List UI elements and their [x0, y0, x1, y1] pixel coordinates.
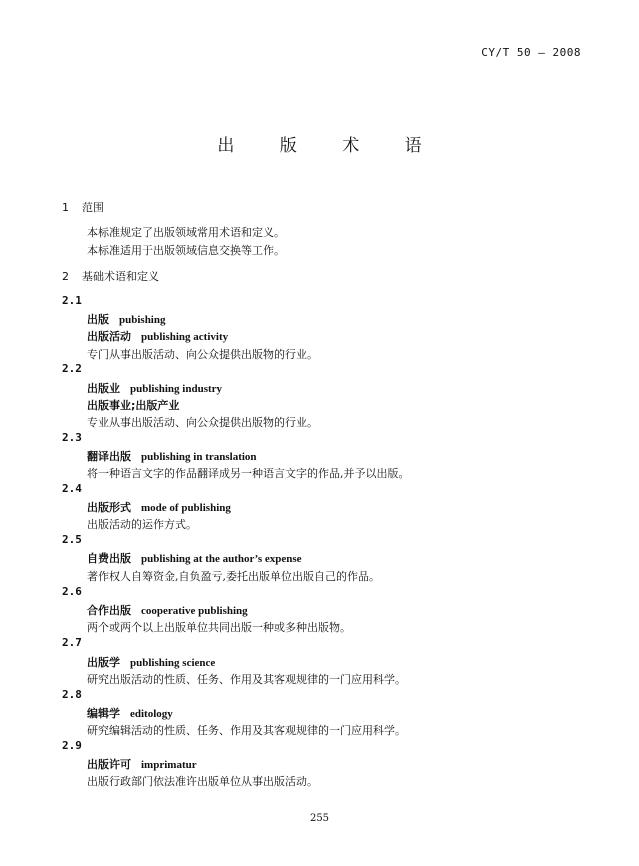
term-zh: 出版活动 — [87, 330, 131, 343]
term-en: publishing science — [130, 657, 216, 669]
clause-number: 2.7 — [62, 636, 82, 649]
clause-number: 2.6 — [62, 585, 82, 598]
section-heading — [62, 268, 159, 284]
term-definition: 研究出版活动的性质、任务、作用及其客观规律的一门应用科学。 — [87, 673, 406, 686]
section-title: 基础术语和定义 — [82, 270, 159, 283]
term-zh: 出版业 — [87, 382, 120, 395]
term-entry — [87, 550, 302, 566]
term-definition: 研究编辑活动的性质、任务、作用及其客观规律的一门应用科学。 — [87, 724, 406, 737]
term-entry — [87, 756, 197, 772]
section-heading — [62, 199, 104, 215]
standard-code: CY/T 50 — 2008 — [481, 46, 581, 59]
clause-number: 2.9 — [62, 739, 82, 752]
term-en: publishing in translation — [141, 451, 257, 463]
term-definition: 专门从事出版活动、向公众提供出版物的行业。 — [87, 348, 318, 361]
section-number: 2 — [62, 270, 69, 283]
term-zh: 出版形式 — [87, 501, 131, 514]
term-en: imprimatur — [141, 759, 197, 771]
term-entry — [87, 397, 179, 413]
clause-number: 2.2 — [62, 362, 82, 375]
term-en: mode of publishing — [141, 502, 231, 514]
term-zh: 编辑学 — [87, 707, 120, 720]
document-title: 出 版 术 语 — [217, 136, 442, 156]
term-entry — [87, 311, 165, 327]
term-zh: 翻译出版 — [87, 450, 131, 463]
clause-number: 2.3 — [62, 431, 82, 444]
term-en: publishing activity — [141, 331, 229, 343]
term-en: publishing at the author’s expense — [141, 553, 302, 565]
clause-number: 2.8 — [62, 688, 82, 701]
term-entry — [87, 448, 257, 464]
term-zh: 出版事业;出版产业 — [87, 399, 180, 412]
section-title: 范围 — [82, 201, 104, 214]
term-zh: 出版 — [87, 313, 109, 326]
page-number: 255 — [309, 813, 330, 824]
term-zh: 出版许可 — [87, 758, 131, 771]
clause-number: 2.4 — [62, 482, 82, 495]
clause-number: 2.5 — [62, 533, 82, 546]
section-number: 1 — [62, 201, 69, 214]
paragraph: 本标准适用于出版领域信息交换等工作。 — [87, 244, 285, 257]
clause-number: 2.1 — [62, 294, 82, 307]
term-en: pubishing — [119, 314, 166, 326]
term-definition: 专业从事出版活动、向公众提供出版物的行业。 — [87, 416, 318, 429]
term-entry — [87, 328, 228, 344]
term-entry — [87, 602, 248, 618]
term-definition: 两个或两个以上出版单位共同出版一种或多种出版物。 — [87, 621, 351, 634]
paragraph: 本标准规定了出版领域常用术语和定义。 — [87, 226, 285, 239]
term-zh: 合作出版 — [87, 604, 131, 617]
term-en: cooperative publishing — [141, 605, 248, 617]
term-definition: 出版活动的运作方式。 — [87, 518, 197, 531]
term-zh: 自费出版 — [87, 552, 131, 565]
term-entry — [87, 499, 231, 515]
term-en: publishing industry — [130, 383, 223, 395]
term-definition: 将一种语言文字的作品翻译成另一种语言文字的作品,并予以出版。 — [87, 467, 410, 480]
term-entry — [87, 705, 173, 721]
term-en: editology — [130, 708, 173, 720]
term-zh: 出版学 — [87, 656, 120, 669]
term-definition: 著作权人自筹资金,自负盈亏,委托出版单位出版自己的作品。 — [87, 570, 380, 583]
term-definition: 出版行政部门依法准许出版单位从事出版活动。 — [87, 775, 318, 788]
term-entry — [87, 380, 222, 396]
term-entry — [87, 654, 215, 670]
